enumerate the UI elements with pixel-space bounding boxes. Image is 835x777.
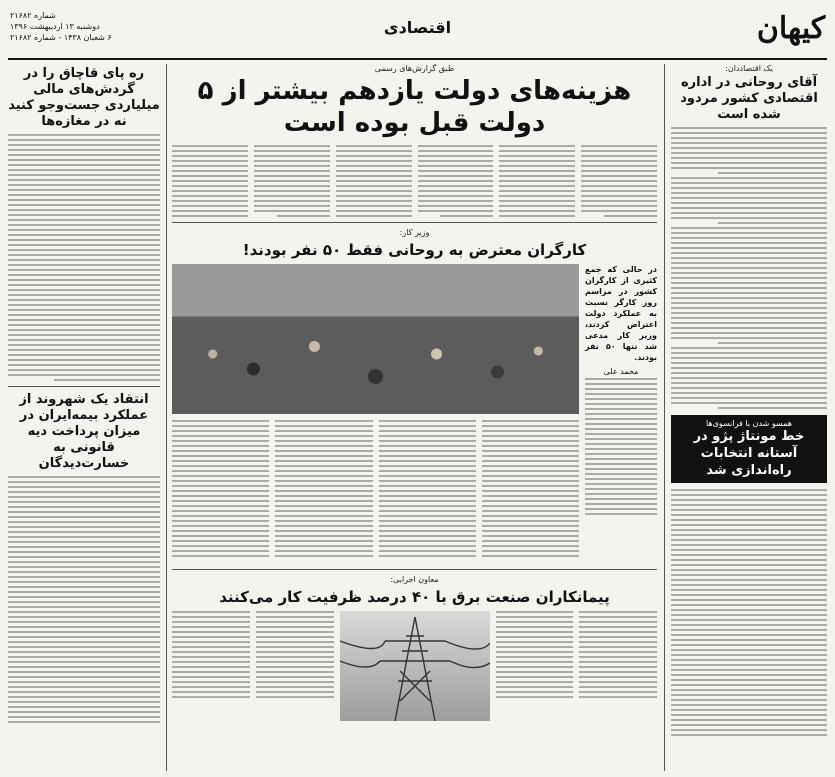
main-column (172, 64, 657, 771)
lunar-date: ۶ شعبان ۱۴۳۸ - شماره ۲۱۶۸۲ (10, 33, 112, 42)
dateline (10, 10, 112, 43)
story2-sidebar-sub: محمد علی (603, 367, 639, 376)
power-pylon-photo (340, 611, 490, 721)
right-column (664, 64, 827, 771)
masthead (8, 6, 827, 60)
main-article-body (172, 145, 657, 217)
story3-block (172, 611, 657, 721)
box-kicker: همسو شدن با فرانسوی‌ها (705, 419, 793, 428)
left-article-2-body (8, 476, 160, 723)
story3-headline: پیمانکاران صنعت برق با ۴۰ درصد ظرفیت کار می‌کنند (219, 588, 610, 606)
left-article-1-body (8, 134, 160, 381)
story2-sidebar (585, 264, 657, 564)
right-boxed-headline (671, 415, 827, 483)
main-headline: هزینه‌های دولت یازدهم بیشتر از ۵ دولت قبل بوده است (197, 76, 632, 138)
left-headline-1: ره پای قاچاق را در گردش‌های مالی میلیاردی جست‌وجو کنید نه در مغازه‌ها (8, 66, 160, 129)
newspaper-logo: کیهان (756, 10, 826, 46)
story2-block (172, 264, 657, 564)
right-article-body (671, 127, 827, 409)
left-column (8, 64, 167, 771)
crowd-photo (172, 264, 579, 414)
right-kicker: یک اقتصاددان: (725, 64, 773, 73)
story3-kicker: معاون اجرایی: (390, 575, 439, 584)
issue-number: شماره ۲۱۶۸۲ (10, 11, 56, 20)
box-headline: خط مونتاژ پژو در آستانه انتخابات راه‌اندازی شد (693, 429, 805, 478)
right-headline: آقای روحانی در اداره اقتصادی کشور مردود شده است (680, 75, 818, 122)
story2-body (172, 420, 579, 557)
story2-sidebar-lead: در حالی که جمع کثیری از کارگران کشور در مراسم روز کارگر نسبت به عملکرد دولت اعتراض کردند، وزیر کار مدعی شد تنها ۵۰ نفر بودند. (585, 265, 657, 362)
solar-date: دوشنبه ۱۳ اردیبهشت ۱۳۹۶ (10, 22, 100, 31)
left-headline-2: انتقاد یک شهروند از عملکرد بیمه‌ایران در میزان پرداخت دیه قانونی به خسارت‌دیدگان (19, 392, 149, 471)
story2-headline: کارگران معترض به روحانی فقط ۵۰ نفر بودند! (242, 241, 587, 259)
section-title: اقتصادی (383, 18, 452, 37)
box-article-body (671, 489, 827, 736)
main-kicker: طبق گزارش‌های رسمی (374, 64, 455, 73)
story2-kicker: وزیر کار: (399, 228, 430, 237)
